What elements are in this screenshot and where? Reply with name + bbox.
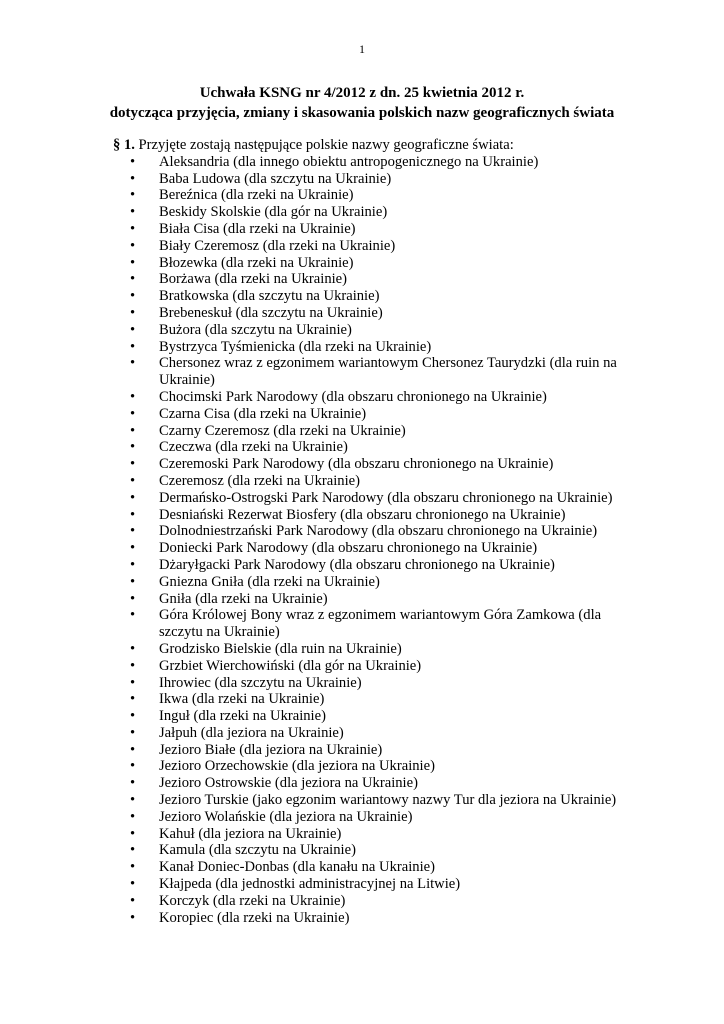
list-item: • Dermańsko-Ostrogski Park Narodowy (dla obszaru chronionego na Ukrainie) [113, 490, 633, 507]
list-item: • Góra Królowej Bony wraz z egzonimem wariantowym Góra Zamkowa (dla szczytu na Ukrainie) [113, 607, 633, 641]
list-item: • Desniański Rezerwat Biosfery (dla obszaru chronionego na Ukrainie) [113, 507, 633, 524]
list-item: • Chocimski Park Narodowy (dla obszaru chronionego na Ukrainie) [113, 389, 633, 406]
list-item: • Beskidy Skolskie (dla gór na Ukrainie) [113, 204, 633, 221]
section-intro-text: Przyjęte zostają następujące polskie nazwy geograficzne świata: [134, 137, 514, 153]
list-item: • Kahuł (dla jeziora na Ukrainie) [113, 826, 633, 843]
title-line-2: dotycząca przyjęcia, zmiany i skasowania polskich nazw geograficznych świata [109, 105, 615, 121]
list-item: • Ikwa (dla rzeki na Ukrainie) [113, 691, 633, 708]
list-item: • Grzbiet Wierchowiński (dla gór na Ukrainie) [113, 658, 633, 675]
list-item: • Jezioro Wolańskie (dla jeziora na Ukrainie) [113, 809, 633, 826]
list-item: • Baba Ludowa (dla szczytu na Ukrainie) [113, 171, 633, 188]
list-item: • Czarny Czeremosz (dla rzeki na Ukrainie) [113, 423, 633, 440]
section-intro [113, 137, 633, 154]
title-line-1: Uchwała KSNG nr 4/2012 z dn. 25 kwietnia 2012 r. [199, 85, 525, 101]
list-item: • Czeremoski Park Narodowy (dla obszaru chronionego na Ukrainie) [113, 456, 633, 473]
list-item: • Jezioro Orzechowskie (dla jeziora na Ukrainie) [113, 758, 633, 775]
list-item: • Jezioro Ostrowskie (dla jeziora na Ukrainie) [113, 775, 633, 792]
list-item: • Inguł (dla rzeki na Ukrainie) [113, 708, 633, 725]
list-item: • Koropiec (dla rzeki na Ukrainie) [113, 910, 633, 927]
list-item: • Dolnodniestrzański Park Narodowy (dla obszaru chronionego na Ukrainie) [113, 523, 633, 540]
list-item: • Czeremosz (dla rzeki na Ukrainie) [113, 473, 633, 490]
list-item: • Ihrowiec (dla szczytu na Ukrainie) [113, 675, 633, 692]
list-item: • Kamula (dla szczytu na Ukrainie) [113, 842, 633, 859]
list-item: • Chersonez wraz z egzonimem wariantowym Chersonez Taurydzki (dla ruin na Ukrainie) [113, 355, 633, 389]
names-list [113, 154, 633, 927]
list-item: • Jezioro Turskie (jako egzonim wariantowy nazwy Tur dla jeziora na Ukrainie) [113, 792, 633, 809]
list-item: • Gniła (dla rzeki na Ukrainie) [113, 591, 633, 608]
list-item: • Grodzisko Bielskie (dla ruin na Ukrainie) [113, 641, 633, 658]
list-item: • Bużora (dla szczytu na Ukrainie) [113, 322, 633, 339]
list-item: • Czarna Cisa (dla rzeki na Ukrainie) [113, 406, 633, 423]
list-item: • Dżaryłgacki Park Narodowy (dla obszaru chronionego na Ukrainie) [113, 557, 633, 574]
list-item: • Brebeneskuł (dla szczytu na Ukrainie) [113, 305, 633, 322]
list-item: • Kanał Doniec-Donbas (dla kanału na Ukrainie) [113, 859, 633, 876]
section-number: § 1. [113, 137, 135, 153]
list-item: • Czeczwa (dla rzeki na Ukrainie) [113, 439, 633, 456]
list-item: • Gniezna Gniła (dla rzeki na Ukrainie) [113, 574, 633, 591]
page-number: 1 [359, 42, 365, 56]
list-item: • Bereźnica (dla rzeki na Ukrainie) [113, 187, 633, 204]
list-item: • Biała Cisa (dla rzeki na Ukrainie) [113, 221, 633, 238]
list-item: • Błozewka (dla rzeki na Ukrainie) [113, 255, 633, 272]
list-item: • Kłajpeda (dla jednostki administracyjnej na Litwie) [113, 876, 633, 893]
list-item: • Korczyk (dla rzeki na Ukrainie) [113, 893, 633, 910]
list-item: • Jałpuh (dla jeziora na Ukrainie) [113, 725, 633, 742]
list-item: • Borżawa (dla rzeki na Ukrainie) [113, 271, 633, 288]
document-title [0, 83, 724, 123]
list-item: • Bystrzyca Tyśmienicka (dla rzeki na Ukrainie) [113, 339, 633, 356]
section-1 [113, 137, 633, 926]
list-item: • Biały Czeremosz (dla rzeki na Ukrainie) [113, 238, 633, 255]
list-item: • Aleksandria (dla innego obiektu antropogenicznego na Ukrainie) [113, 154, 633, 171]
list-item: • Bratkowska (dla szczytu na Ukrainie) [113, 288, 633, 305]
list-item: • Jezioro Białe (dla jeziora na Ukrainie) [113, 742, 633, 759]
list-item: • Doniecki Park Narodowy (dla obszaru chronionego na Ukrainie) [113, 540, 633, 557]
